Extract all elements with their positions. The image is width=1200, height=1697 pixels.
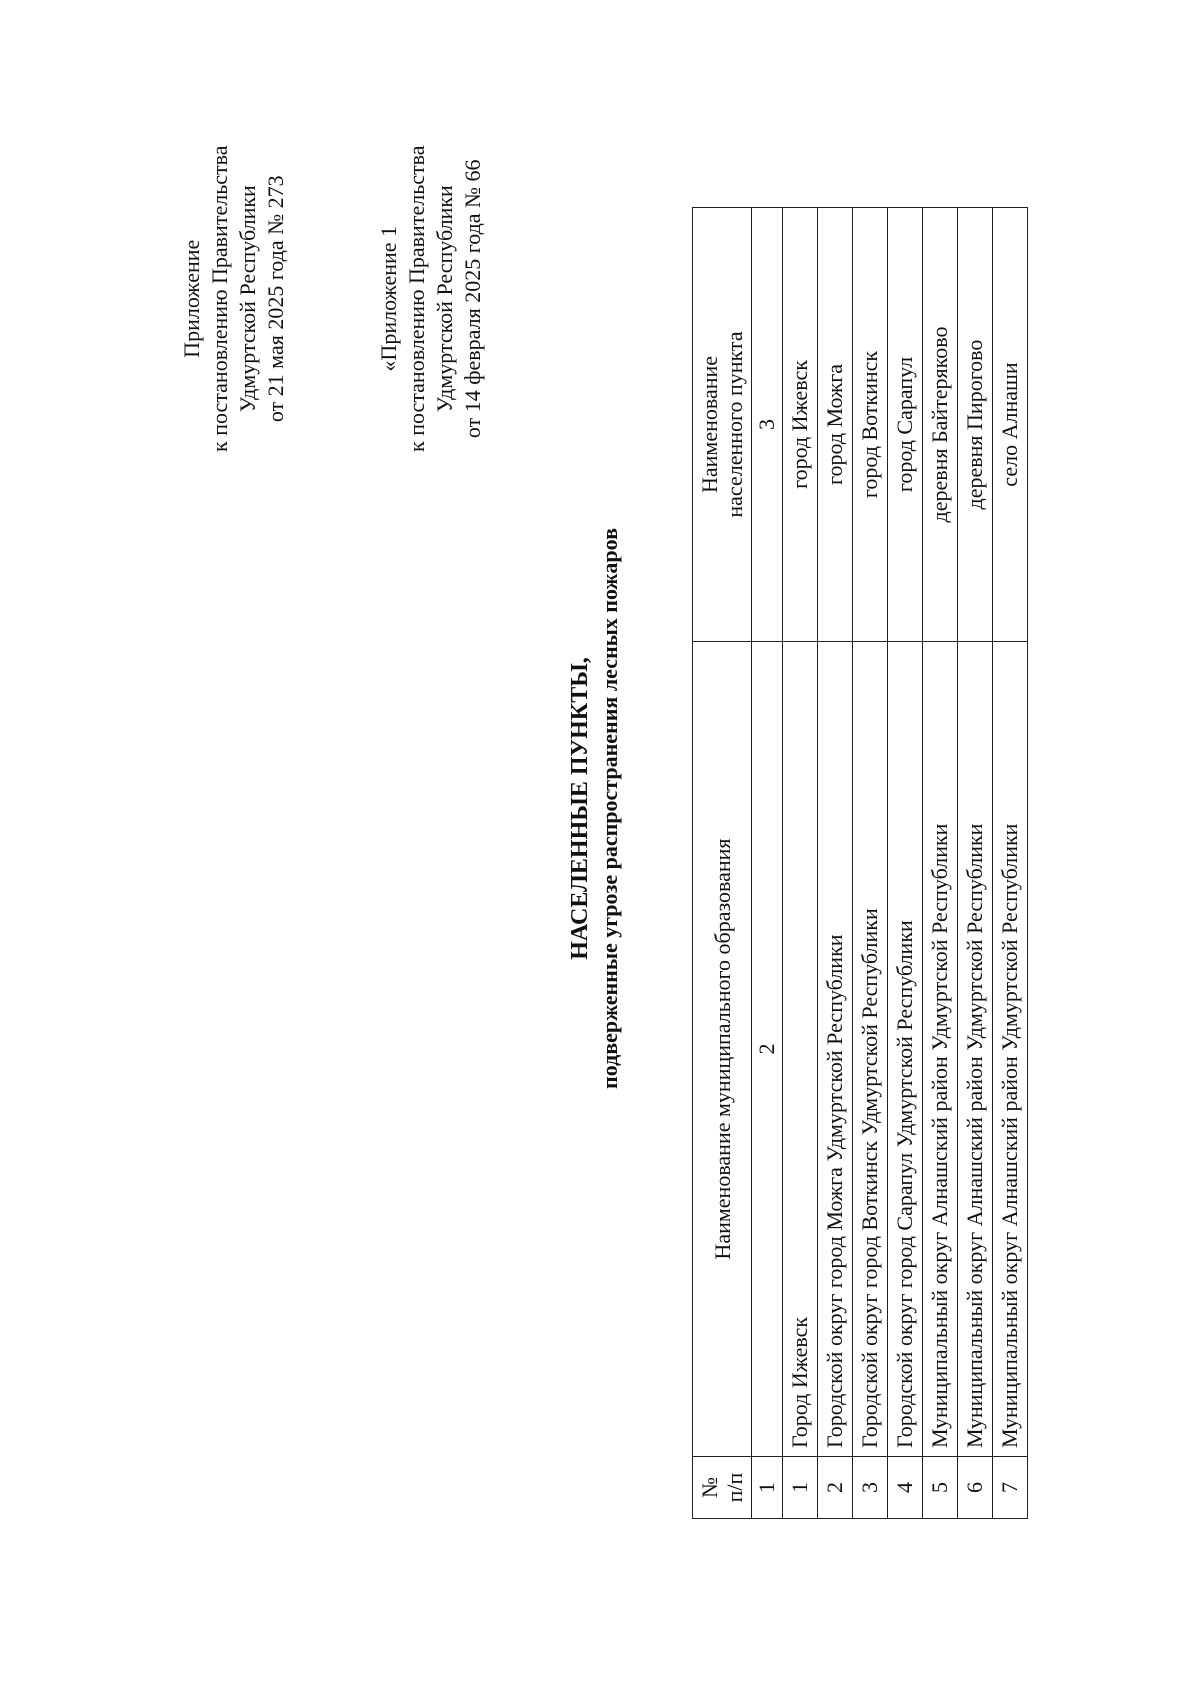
header-number: № п/п <box>693 1457 752 1519</box>
document-title: НАСЕЛЕННЫЕ ПУНКТЫ, <box>567 657 593 960</box>
table-row <box>923 208 958 1519</box>
appendix-header <box>178 146 290 452</box>
header-settlement: Наименование населенного пункта <box>693 208 752 642</box>
appendix-line: Удмуртской Республики <box>235 185 260 413</box>
appendix-line: к постановлению Правительства <box>207 145 232 452</box>
settlement-name: село Алнаши <box>993 208 1028 642</box>
title-block <box>565 0 625 1697</box>
column-number: 3 <box>752 208 783 642</box>
column-number: 2 <box>752 642 783 1457</box>
previous-appendix-header <box>375 146 487 452</box>
appendix-line: Удмуртской Республики <box>432 185 457 413</box>
appendix-line: от 14 февраля 2025 года № 66 <box>460 159 485 439</box>
settlement-name: деревня Байтеряково <box>923 208 958 642</box>
municipality-name: Муниципальный округ Алнашский район Удмуртской Республики <box>993 642 1028 1457</box>
appendix-line: от 21 мая 2025 года № 273 <box>263 175 288 423</box>
municipality-name: Муниципальный округ Алнашский район Удмуртской Республики <box>923 642 958 1457</box>
table-row <box>783 208 818 1519</box>
document-subtitle: подверженные угрозе распространения лесных пожаров <box>597 528 622 1089</box>
row-number: 3 <box>853 1457 888 1519</box>
table-row <box>853 208 888 1519</box>
settlement-name: город Воткинск <box>853 208 888 642</box>
settlement-name: деревня Пирогово <box>958 208 993 642</box>
table-header-row <box>693 208 752 1519</box>
municipality-name: Городской округ город Сарапул Удмуртской Республики <box>888 642 923 1457</box>
settlements-table <box>692 207 1028 1519</box>
header-municipality: Наименование муниципального образования <box>693 642 752 1457</box>
appendix-line: «Приложение 1 <box>376 225 401 372</box>
row-number: 7 <box>993 1457 1028 1519</box>
appendix-line: Приложение <box>179 239 204 358</box>
settlement-name: город Сарапул <box>888 208 923 642</box>
row-number: 6 <box>958 1457 993 1519</box>
row-number: 5 <box>923 1457 958 1519</box>
column-number-row <box>752 208 783 1519</box>
row-number: 1 <box>783 1457 818 1519</box>
column-number: 1 <box>752 1457 783 1519</box>
municipality-name: Городской округ город Можга Удмуртской Республики <box>818 642 853 1457</box>
municipality-name: Городской округ город Воткинск Удмуртской Республики <box>853 642 888 1457</box>
table-row <box>818 208 853 1519</box>
table-row <box>888 208 923 1519</box>
row-number: 4 <box>888 1457 923 1519</box>
settlement-name: город Можга <box>818 208 853 642</box>
appendix-line: к постановлению Правительства <box>404 145 429 452</box>
municipality-name: Город Ижевск <box>783 642 818 1457</box>
municipality-name: Муниципальный округ Алнашский район Удмуртской Республики <box>958 642 993 1457</box>
row-number: 2 <box>818 1457 853 1519</box>
table-row <box>993 208 1028 1519</box>
table-row <box>958 208 993 1519</box>
settlement-name: город Ижевск <box>783 208 818 642</box>
